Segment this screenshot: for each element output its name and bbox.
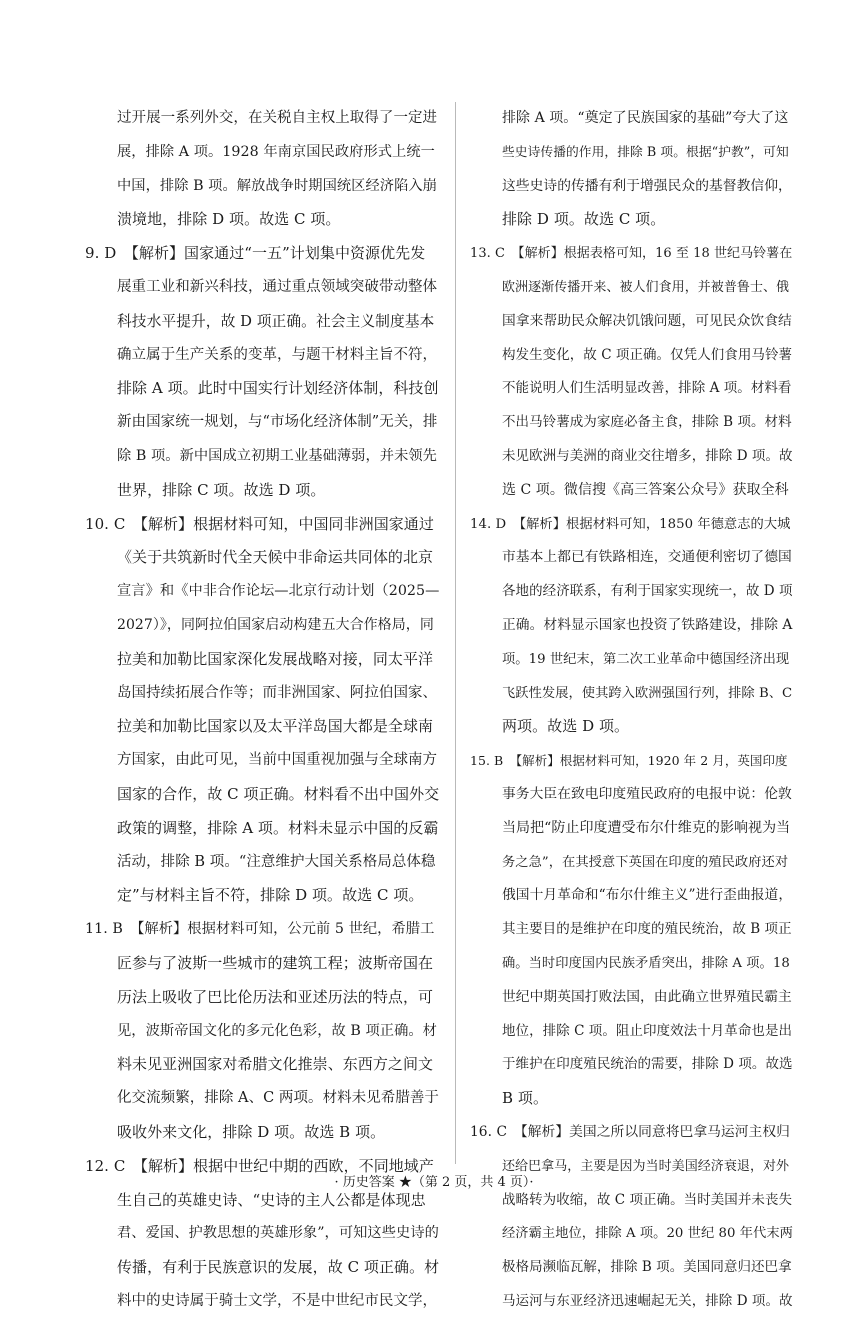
text-line: 还给巴拿马，主要是因为当时美国经济衰退，对外 bbox=[502, 1158, 790, 1174]
text-line: 世界，排除 C 项。故选 D 项。 bbox=[117, 480, 326, 499]
text-line: 不能说明人们生活明显改善，排除 A 项。材料看 bbox=[502, 380, 792, 397]
text-line: 世纪中期英国打败法国，由此确立世界殖民霸主 bbox=[502, 988, 792, 1005]
text-line: 经济霸主地位，排除 A 项。20 世纪 80 年代末两 bbox=[502, 1226, 793, 1242]
text-line: 定”与材料主旨不符，排除 D 项。故选 C 项。 bbox=[117, 886, 424, 905]
right-column bbox=[470, 102, 793, 1319]
text-line: 历法上吸收了巴比伦历法和亚述历法的特点，可 bbox=[117, 987, 434, 1006]
text-line: 科技水平提升，故 D 项正确。社会主义制度基本 bbox=[117, 312, 435, 330]
text-line: 宣言》和《中非合作论坛—北京行动计划（2025— bbox=[117, 583, 440, 600]
text-line: 于维护在印度殖民统治的需要，排除 D 项。故选 bbox=[502, 1056, 793, 1073]
answer-heading-line: 13. C 【解析】根据表格可知，16 至 18 世纪马铃薯在 bbox=[470, 246, 793, 262]
text-line: 极格局濒临瓦解，排除 B 项。美国同意归还巴拿 bbox=[502, 1259, 792, 1276]
text-line: 选 C 项。微信搜《高三答案公众号》获取全科 bbox=[502, 481, 789, 498]
text-line: 吸收外来文化，排除 D 项。故选 B 项。 bbox=[117, 1122, 386, 1141]
text-line: 生自己的英雄史诗、“史诗的主人公都是体现忠 bbox=[117, 1190, 426, 1209]
footer-text: · 历史答案 ★（第 2 页，共 4 页）· bbox=[334, 1175, 534, 1190]
answer-9 bbox=[85, 237, 439, 507]
text-line: 这些史诗的传播有利于增强民众的基督教信仰， bbox=[502, 177, 792, 194]
text-line: 君、爱国、护教思想的英雄形象”，可知这些史诗的 bbox=[117, 1225, 439, 1242]
text-line: 未见欧洲与美洲的商业交往增多，排除 D 项。故 bbox=[502, 447, 793, 464]
continuation-block bbox=[85, 102, 439, 237]
text-line: 拉美和加勒比国家深化发展战略对接，同太平洋 bbox=[117, 649, 434, 668]
text-line: 确立属于生产关系的变革，与题干材料主旨不符， bbox=[117, 346, 438, 363]
answer-heading-line: 16. C 【解析】美国之所以同意将巴拿马运河主权归 bbox=[470, 1123, 790, 1140]
text-line: 中国，排除 B 项。解放战争时期国统区经济陷入崩 bbox=[117, 177, 437, 194]
text-line: 排除 A 项。此时中国实行计划经济体制，科技创 bbox=[117, 379, 439, 398]
text-line: 排除 D 项。故选 C 项。 bbox=[502, 210, 666, 229]
answer-14 bbox=[470, 508, 793, 745]
text-line: 事务大臣在致电印度殖民政府的电报中说：伦敦 bbox=[502, 785, 792, 802]
answer-heading-line: 15. B 【解析】根据材料可知，1920 年 2 月，英国印度 bbox=[470, 753, 788, 769]
text-line: 项。19 世纪末，第二次工业革命中德国经济出现 bbox=[502, 651, 790, 667]
text-line: 2027）》，同阿拉伯国家启动构建五大合作格局，同 bbox=[117, 616, 434, 633]
text-line: 各地的经济联系，有利于国家实现统一，故 D 项 bbox=[502, 583, 793, 600]
text-line: 方国家，由此可见，当前中国重视加强与全球南方 bbox=[117, 752, 438, 769]
text-line: 不出马铃薯成为家庭必备主食，排除 B 项。材料 bbox=[502, 414, 792, 431]
text-line: 岛国持续拓展合作等；而非洲国家、阿拉伯国家、 bbox=[117, 684, 438, 701]
page-footer bbox=[0, 1174, 868, 1192]
text-line: 些史诗传播的作用，排除 B 项。根据“护教”，可知 bbox=[502, 144, 789, 160]
text-line: 战略转为收缩，故 C 项正确。当时美国并未丧失 bbox=[502, 1191, 793, 1208]
answer-16 bbox=[470, 1116, 793, 1319]
text-line: 市基本上都已有铁路相连，交通便利密切了德国 bbox=[502, 549, 792, 566]
answer-heading-line: 9. D 【解析】国家通过“一五”计划集中资源优先发 bbox=[85, 244, 426, 263]
text-line: 国拿来帮助民众解决饥饿问题，可见民众饮食结 bbox=[502, 312, 792, 329]
text-line: 马运河与东亚经济迅速崛起无关，排除 D 项。故 bbox=[502, 1292, 793, 1309]
text-line: 《关于共筑新时代全天候中非命运共同体的北京 bbox=[117, 548, 434, 567]
text-line: 排除 A 项。“奠定了民族国家的基础”夸大了这 bbox=[502, 110, 789, 126]
text-line: 料未见亚洲国家对希腊文化推崇、东西方之间文 bbox=[117, 1055, 434, 1074]
left-column bbox=[85, 102, 439, 1319]
answer-heading-line: 12. C 【解析】根据中世纪中期的西欧，不同地域产 bbox=[85, 1156, 434, 1175]
text-line: 料中的史诗属于骑士文学，不是中世纪市民文学， bbox=[117, 1292, 438, 1309]
answer-heading-line: 10. C 【解析】根据材料可知，中国同非洲国家通过 bbox=[85, 514, 434, 533]
text-line: 欧洲逐渐传播开来、被人们食用，并被普鲁士、俄 bbox=[502, 279, 790, 295]
text-line: 当局把“防止印度遭受布尔什维克的影响视为当 bbox=[502, 819, 791, 836]
answer-11 bbox=[85, 913, 439, 1150]
text-line: 传播，有利于民族意识的发展，故 C 项正确。材 bbox=[117, 1258, 440, 1277]
text-line: 政策的调整，排除 A 项。材料未显示中国的反霸 bbox=[117, 818, 439, 837]
text-line: 新由国家统一规划，与“市场化经济体制”无关，排 bbox=[117, 414, 438, 431]
answer-heading-line: 14. D 【解析】根据材料可知，1850 年德意志的大城 bbox=[470, 516, 791, 532]
text-line: 除 B 项。新中国成立初期工业基础薄弱，并未领先 bbox=[117, 447, 437, 464]
text-line: 地位，排除 C 项。阻止印度效法十月革命也是出 bbox=[502, 1022, 793, 1039]
text-line: 过开展一系列外交，在关税自主权上取得了一定进 bbox=[117, 110, 438, 126]
answer-10 bbox=[85, 508, 439, 914]
text-line: 拉美和加勒比国家以及太平洋岛国大都是全球南 bbox=[117, 717, 434, 736]
answer-15 bbox=[470, 744, 793, 1116]
answer-heading-line: 11. B 【解析】根据材料可知，公元前 5 世纪，希腊工 bbox=[85, 921, 435, 938]
text-line: 其主要目的是维护在印度的殖民统治，故 B 项正 bbox=[502, 921, 792, 938]
text-line: 化交流频繁，排除 A、C 两项。材料未见希腊善于 bbox=[117, 1090, 439, 1107]
answer-13 bbox=[470, 237, 793, 507]
text-line: 溃境地，排除 D 项。故选 C 项。 bbox=[117, 210, 341, 229]
text-line: 飞跃性发展，使其跨入欧洲强国行列，排除 B、C bbox=[502, 685, 793, 701]
text-line: 务之急”，在其授意下英国在印度的殖民政府还对 bbox=[502, 854, 789, 870]
text-line: 匠参与了波斯一些城市的建筑工程；波斯帝国在 bbox=[117, 953, 434, 972]
text-line: 活动，排除 B 项。“注意维护大国关系格局总体稳 bbox=[117, 853, 436, 870]
text-line: 两项。故选 D 项。 bbox=[502, 717, 630, 736]
continuation-block bbox=[470, 102, 793, 237]
text-line: 见，波斯帝国文化的多元化色彩，故 B 项正确。材 bbox=[117, 1022, 437, 1039]
text-line: 俄国十月革命和“布尔什维主义”进行歪曲报道， bbox=[502, 887, 793, 904]
text-line: B 项。 bbox=[502, 1089, 548, 1108]
text-line: 确。当时印度国内民族矛盾突出，排除 A 项。18 bbox=[502, 955, 790, 971]
text-line: 构发生变化，故 C 项正确。仅凭人们食用马铃薯 bbox=[502, 346, 793, 363]
text-line: 正确。材料显示国家也投资了铁路建设，排除 A bbox=[502, 616, 793, 633]
text-line: 展，排除 A 项。1928 年南京国民政府形式上统一 bbox=[117, 143, 435, 160]
text-line: 展重工业和新兴科技，通过重点领域突破带动整体 bbox=[117, 278, 438, 295]
text-line: 国家的合作，故 C 项正确。材料看不出中国外交 bbox=[117, 784, 440, 803]
